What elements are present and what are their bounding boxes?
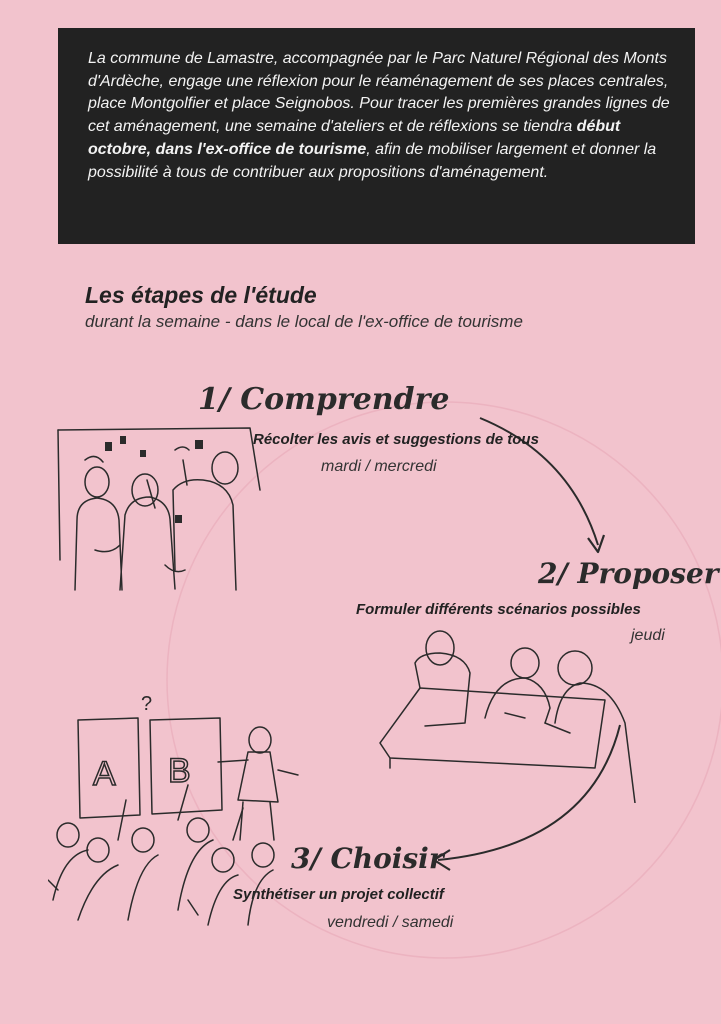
step-2-title: 2/ Proposer <box>538 557 719 590</box>
step-3-desc: Synthétiser un projet collectif <box>233 886 444 903</box>
board-b-letter: B <box>168 752 191 790</box>
intro-bold: début octobre, dans l'ex-office de tourisme <box>88 118 621 158</box>
sketch-vote-audience <box>48 690 303 930</box>
step-2-days: jeudi <box>631 627 665 644</box>
intro-part2: Pour tracer les premières grandes lignes de cet aménagement, une semaine d'ateliers et de réflexions se tiendra <box>88 95 670 136</box>
section-title: Les étapes de l'étude <box>85 282 317 308</box>
intro-part3: , afin de mobiliser largement et donner la possibilité à tous de contribuer aux propositions d'aménagement. <box>88 140 657 181</box>
step-1-desc: Récolter les avis et suggestions de tous <box>253 431 539 448</box>
step-2-desc: Formuler différents scénarios possibles <box>356 601 641 618</box>
sketch-table-people <box>375 628 640 803</box>
step-3-title: 3/ Choisir <box>291 842 444 875</box>
step-3-days: vendredi / samedi <box>327 914 454 931</box>
step-1-days: mardi / mercredi <box>321 458 437 475</box>
question-mark: ? <box>141 693 153 715</box>
intro-box <box>58 28 695 244</box>
sketch-board-people <box>55 420 270 605</box>
section-subtitle: durant la semaine - dans le local de l'ex-office de tourisme <box>85 312 523 331</box>
board-a-letter: A <box>93 755 116 793</box>
intro-text <box>88 48 677 184</box>
step-1-title: 1/ Comprendre <box>198 382 450 417</box>
intro-part1: La commune de Lamastre, accompagnée par le Parc Naturel Régional des Monts d'Ardèche, engage une réflexion pour le réaménagement de ses places centrales, place Montgolfier et place Seignobos. <box>88 50 669 113</box>
